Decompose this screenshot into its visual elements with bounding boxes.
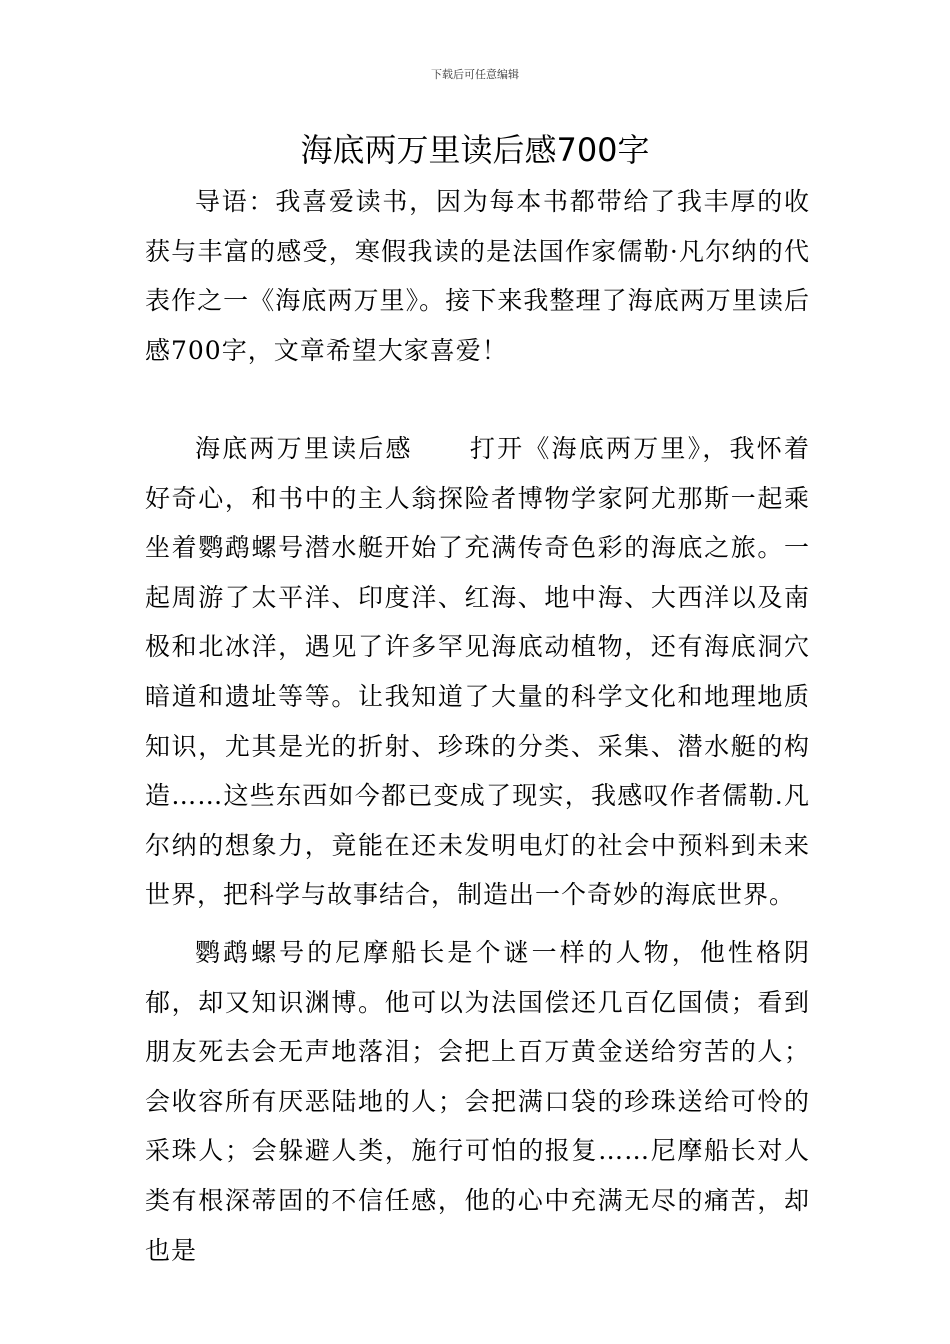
section-heading: 海底两万里读后感 (195, 434, 413, 463)
body-paragraph-1 (145, 424, 810, 920)
article-body (145, 424, 810, 1275)
intro-paragraph: 导语：我喜爱读书，因为每本书都带给了我丰厚的收获与丰富的感受，寒假我读的是法国作家儒勒·凡尔纳的代表作之一《海底两万里》。接下来我整理了海底两万里读后感700字，文章希望大家喜爱！ (145, 187, 810, 365)
page-title: 海底两万里读后感700字 (300, 131, 650, 169)
header-note: 下载后可任意编辑 (431, 68, 519, 81)
paragraph-1-text: 打开《海底两万里》，我怀着好奇心，和书中的主人翁探险者博物学家阿尤那斯一起乘坐着鹦鹉螺号潜水艇开始了充满传奇色彩的海底之旅。一起周游了太平洋、印度洋、红海、地中海、大西洋以及南极和北冰洋，遇见了许多罕见海底动植物，还有海底洞穴暗道和遗址等等。让我知道了大量的科学文化和地理地质知识，尤其是光的折射、珍珠的分类、采集、潜水艇的构造……这些东西如今都已变成了现实，我感叹作者儒勒.凡尔纳的想象力，竟能在还未发明电灯的社会中预料到未来世界，把科学与故事结合，制造出一个奇妙的海底世界。 (145, 434, 810, 910)
intro-block (145, 177, 810, 375)
body-paragraph-2: 鹦鹉螺号的尼摩船长是个谜一样的人物，他性格阴郁，却又知识渊博。他可以为法国偿还几百亿国债；看到朋友死去会无声地落泪；会把上百万黄金送给穷苦的人；会收容所有厌恶陆地的人；会把满口袋的珍珠送给可怜的采珠人；会躲避人类，施行可怕的报复……尼摩船长对人类有根深蒂固的不信任感，他的心中充满无尽的痛苦，却也是 (145, 937, 810, 1265)
